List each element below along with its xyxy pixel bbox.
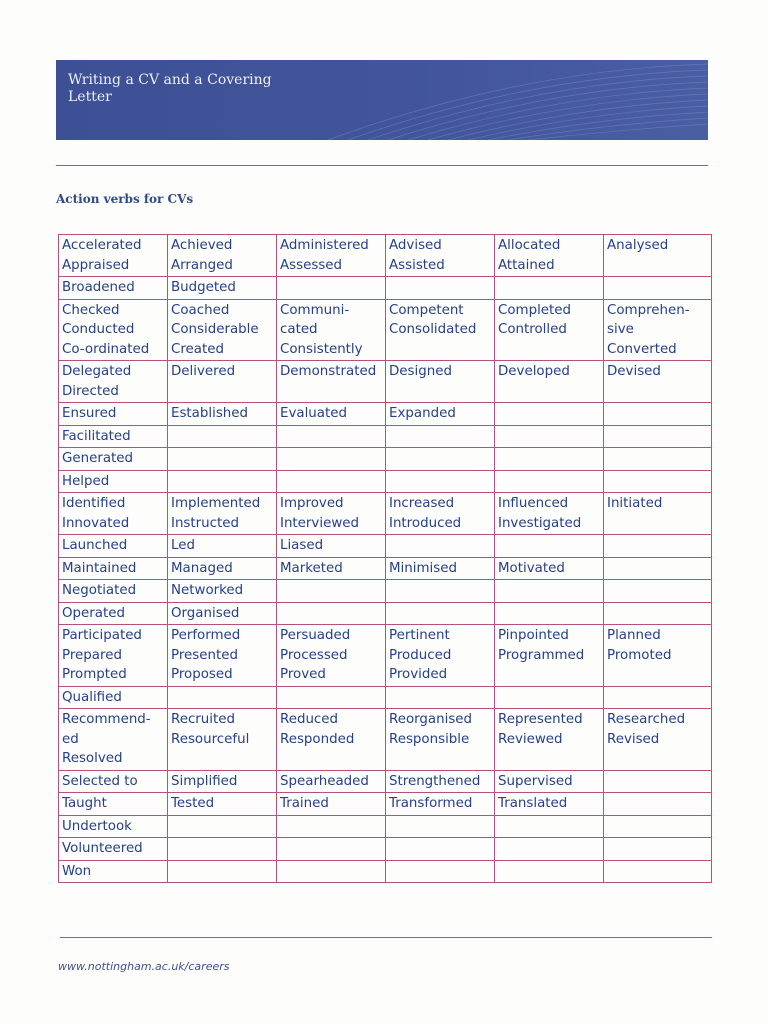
verb-cell — [604, 425, 712, 448]
verb-cell: Strengthened — [386, 770, 495, 793]
verb-cell: Won — [59, 860, 168, 883]
verb-cell — [604, 860, 712, 883]
verb-cell — [277, 602, 386, 625]
verb-cell: Operated — [59, 602, 168, 625]
verb-cell — [277, 838, 386, 861]
header-banner — [56, 60, 708, 140]
verb-cell: Managed — [168, 557, 277, 580]
banner-wave-decoration — [328, 60, 708, 140]
verb-cell: Comprehen- sive Converted — [604, 299, 712, 361]
verb-cell: Participated Prepared Prompted — [59, 625, 168, 687]
verb-cell — [495, 602, 604, 625]
verb-cell: Achieved Arranged — [168, 235, 277, 277]
verb-cell: Allocated Attained — [495, 235, 604, 277]
table-row — [59, 235, 712, 277]
verb-cell: Developed — [495, 361, 604, 403]
verb-cell — [386, 425, 495, 448]
verb-cell — [168, 448, 277, 471]
verb-cell — [277, 580, 386, 603]
verb-cell — [277, 470, 386, 493]
verb-cell: Negotiated — [59, 580, 168, 603]
table-row — [59, 838, 712, 861]
table-row — [59, 709, 712, 771]
verb-cell: Minimised — [386, 557, 495, 580]
verb-cell — [168, 470, 277, 493]
verb-cell — [277, 860, 386, 883]
verb-cell — [386, 448, 495, 471]
verb-cell: Devised — [604, 361, 712, 403]
verb-cell — [168, 860, 277, 883]
verb-cell — [604, 770, 712, 793]
table-row — [59, 299, 712, 361]
verb-cell: Expanded — [386, 403, 495, 426]
top-divider — [56, 165, 708, 166]
verb-cell: Spearheaded — [277, 770, 386, 793]
verb-cell: Undertook — [59, 815, 168, 838]
verb-cell: Facilitated — [59, 425, 168, 448]
verb-cell — [495, 448, 604, 471]
verb-cell — [168, 815, 277, 838]
verb-cell: Reduced Responded — [277, 709, 386, 771]
verb-cell: Motivated — [495, 557, 604, 580]
verb-cell — [604, 580, 712, 603]
verb-cell: Ensured — [59, 403, 168, 426]
verb-cell: Analysed — [604, 235, 712, 277]
footer-url: www.nottingham.ac.uk/careers — [58, 960, 230, 973]
section-heading: Action verbs for CVs — [56, 192, 194, 206]
verb-cell: Generated — [59, 448, 168, 471]
verb-cell: Recruited Resourceful — [168, 709, 277, 771]
verb-cell — [168, 425, 277, 448]
verb-cell — [495, 686, 604, 709]
verb-cell: Competent Consolidated — [386, 299, 495, 361]
verb-cell — [604, 686, 712, 709]
verb-cell: Tested — [168, 793, 277, 816]
verb-cell — [386, 860, 495, 883]
verb-cell: Selected to — [59, 770, 168, 793]
verb-cell: Organised — [168, 602, 277, 625]
verb-cell: Improved Interviewed — [277, 493, 386, 535]
verb-cell: Maintained — [59, 557, 168, 580]
verb-cell — [386, 470, 495, 493]
verb-cell: Established — [168, 403, 277, 426]
verb-cell: Launched — [59, 535, 168, 558]
verb-cell: Helped — [59, 470, 168, 493]
verb-cell — [495, 425, 604, 448]
verb-cell: Qualified — [59, 686, 168, 709]
verb-cell: Checked Conducted Co-ordinated — [59, 299, 168, 361]
action-verbs-table — [58, 234, 712, 883]
verb-cell — [604, 557, 712, 580]
table-row — [59, 602, 712, 625]
verb-cell — [604, 838, 712, 861]
verb-cell: Volunteered — [59, 838, 168, 861]
verb-cell — [495, 277, 604, 300]
verb-cell: Transformed — [386, 793, 495, 816]
verb-cell: Performed Presented Proposed — [168, 625, 277, 687]
verb-cell: Pertinent Produced Provided — [386, 625, 495, 687]
verb-cell: Completed Controlled — [495, 299, 604, 361]
verb-cell — [277, 686, 386, 709]
verb-cell: Communi- cated Consistently — [277, 299, 386, 361]
verb-cell — [386, 602, 495, 625]
verb-cell: Simplified — [168, 770, 277, 793]
verb-cell: Pinpointed Programmed — [495, 625, 604, 687]
verb-cell: Trained — [277, 793, 386, 816]
verb-cell — [386, 580, 495, 603]
table-row — [59, 793, 712, 816]
table-row — [59, 860, 712, 883]
table-row — [59, 277, 712, 300]
table-row — [59, 580, 712, 603]
verb-cell: Demonstrated — [277, 361, 386, 403]
bottom-divider — [60, 937, 712, 938]
verb-cell: Evaluated — [277, 403, 386, 426]
verb-cell: Networked — [168, 580, 277, 603]
table-row — [59, 557, 712, 580]
verb-cell — [277, 277, 386, 300]
verb-cell — [168, 686, 277, 709]
verb-cell: Represented Reviewed — [495, 709, 604, 771]
verb-cell — [604, 602, 712, 625]
verb-cell — [386, 686, 495, 709]
verb-cell: Planned Promoted — [604, 625, 712, 687]
verb-cell: Reorganised Responsible — [386, 709, 495, 771]
table-row — [59, 361, 712, 403]
table-row — [59, 425, 712, 448]
verb-cell: Implemented Instructed — [168, 493, 277, 535]
table-row — [59, 403, 712, 426]
verb-cell — [604, 448, 712, 471]
verb-cell: Taught — [59, 793, 168, 816]
verb-cell — [386, 277, 495, 300]
table-row — [59, 448, 712, 471]
verb-cell: Translated — [495, 793, 604, 816]
verb-cell — [277, 448, 386, 471]
verb-cell — [277, 815, 386, 838]
verb-cell: Influenced Investigated — [495, 493, 604, 535]
verb-cell — [495, 860, 604, 883]
document-title: Writing a CV and a Covering Letter — [68, 72, 272, 105]
verb-cell — [386, 838, 495, 861]
table-row — [59, 815, 712, 838]
verb-cell: Administered Assessed — [277, 235, 386, 277]
verb-cell: Supervised — [495, 770, 604, 793]
verb-cell: Led — [168, 535, 277, 558]
verb-cell: Designed — [386, 361, 495, 403]
verb-cell: Persuaded Processed Proved — [277, 625, 386, 687]
verb-cell: Advised Assisted — [386, 235, 495, 277]
verb-cell — [604, 470, 712, 493]
table-row — [59, 625, 712, 687]
verb-cell: Recommend- ed Resolved — [59, 709, 168, 771]
verb-cell — [495, 403, 604, 426]
verb-cell: Researched Revised — [604, 709, 712, 771]
verb-cell — [604, 793, 712, 816]
verb-cell — [495, 470, 604, 493]
table-row — [59, 535, 712, 558]
verb-cell: Accelerated Appraised — [59, 235, 168, 277]
verb-cell — [386, 535, 495, 558]
verb-cell: Coached Considerable Created — [168, 299, 277, 361]
verb-cell — [277, 425, 386, 448]
verb-cell — [604, 535, 712, 558]
verb-cell: Delegated Directed — [59, 361, 168, 403]
verb-cell — [495, 838, 604, 861]
verb-cell: Initiated — [604, 493, 712, 535]
verb-cell: Delivered — [168, 361, 277, 403]
verb-cell: Identified Innovated — [59, 493, 168, 535]
verb-cell — [495, 580, 604, 603]
verb-cell: Budgeted — [168, 277, 277, 300]
verb-cell — [604, 277, 712, 300]
verb-cell — [604, 403, 712, 426]
verb-cell — [495, 815, 604, 838]
table-row — [59, 686, 712, 709]
verb-cell — [604, 815, 712, 838]
verb-cell: Liased — [277, 535, 386, 558]
verb-cell — [386, 815, 495, 838]
table-row — [59, 470, 712, 493]
verb-cell — [495, 535, 604, 558]
verb-cell: Increased Introduced — [386, 493, 495, 535]
verb-cell — [168, 838, 277, 861]
table-row — [59, 493, 712, 535]
table-row — [59, 770, 712, 793]
verb-cell: Broadened — [59, 277, 168, 300]
verb-cell: Marketed — [277, 557, 386, 580]
